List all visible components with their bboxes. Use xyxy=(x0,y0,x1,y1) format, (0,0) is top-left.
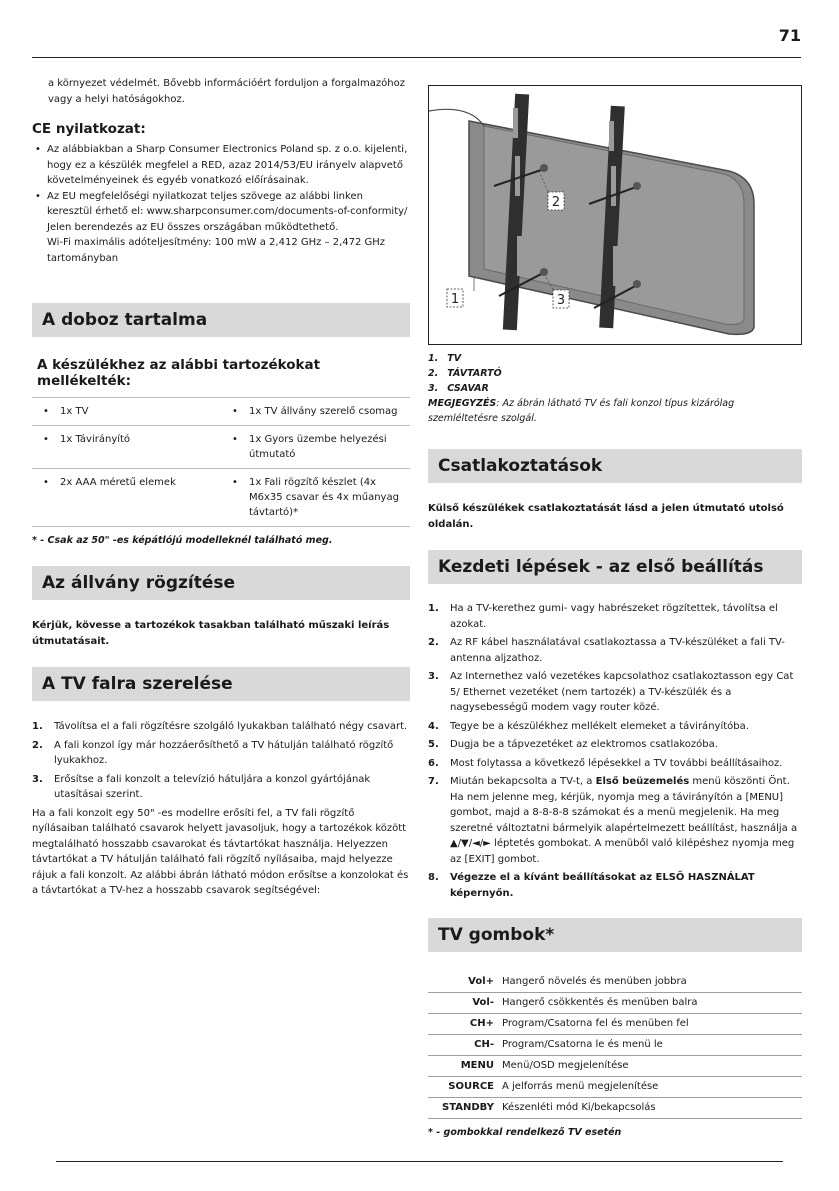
step-number: 1. xyxy=(428,603,439,614)
step-text: A fali konzol így már hozzáerősíthető a TV hátulján található rögzítő lyukakhoz. xyxy=(54,739,394,766)
caption-item xyxy=(428,366,802,381)
section-title: TV gombok* xyxy=(438,925,555,945)
connections-text: Külső készülékek csatlakoztatását lásd a jelen útmutató utolsó oldalán. xyxy=(428,503,784,530)
step-text: Miután bekapcsolta a TV-t, a xyxy=(450,776,596,787)
step-text: Az Internethez való vezetékes kapcsolathoz csatlakoztasson egy Cat 5/ Ethernet vezetéket (nem tartozék) a TV-készülék és a nagysebességű modem vagy router közé. xyxy=(450,671,794,713)
step-number: 4. xyxy=(428,720,439,732)
ce-extra-2: Wi-Fi maximális adóteljesítmény: 100 mW a 2,412 GHz – 2,472 GHz tartományban xyxy=(47,237,386,264)
step-number: 5. xyxy=(428,739,439,750)
caption-text: CSAVAR xyxy=(447,383,489,394)
wall-steps xyxy=(32,719,410,803)
stand-text: Kérjük, kövesse a tartozékok tasakban található műszaki leírás útmutatásait. xyxy=(32,620,390,647)
button-key: SOURCE xyxy=(428,1077,498,1098)
section-stand xyxy=(32,566,410,600)
table-row xyxy=(428,1035,802,1056)
ce-title: CE nyilatkozat: xyxy=(32,121,146,137)
list-item xyxy=(32,772,410,803)
wall-paragraph: Ha a fali konzolt egy 50" -es modellre erősíti fel, a TV fali rögzítő nyílásaiban található csavarok helyett javasoljuk, hogy a tartozékok között megtalálható hosszabb csavarokat és távtartókat használja. Helyezzen távtartókat a TV hátulján található fali rögzítő nyílásaiba, majd helyezze rájuk a fali konzolt. Az alábbi ábrán látható módon erősítse a konzolokat és a távtartókat a TV-hez a hosszabb csavarok segítségével: xyxy=(32,807,409,896)
section-title: A doboz tartalma xyxy=(42,310,208,330)
section-box-contents xyxy=(32,303,410,337)
button-key: CH+ xyxy=(428,1014,498,1035)
table-cell: • 1x TV állvány szerelő csomag xyxy=(221,398,410,426)
caption-item xyxy=(428,351,802,366)
figure-label-3: 3 xyxy=(556,293,566,308)
wall-mount-figure xyxy=(428,85,802,345)
table-row xyxy=(32,469,410,527)
list-item xyxy=(428,635,802,666)
section-title: Az állvány rögzítése xyxy=(42,573,236,593)
button-desc: Készenléti mód Ki/bekapcsolás xyxy=(498,1098,802,1119)
list-item xyxy=(428,774,802,867)
list-item xyxy=(32,738,410,769)
figure-label-1: 1 xyxy=(450,292,460,307)
note-text: : Az ábrán látható TV és fali konzol típus kizárólag szemléltetésre szolgál. xyxy=(428,398,735,424)
step-bold-text: Első beüzemelés xyxy=(595,776,690,787)
table-row xyxy=(428,1056,802,1077)
section-tv-buttons xyxy=(428,918,802,952)
table-row xyxy=(428,1014,802,1035)
setup-steps xyxy=(428,601,802,901)
step-number: 2. xyxy=(428,637,439,648)
section-connections xyxy=(428,449,802,483)
figure-note xyxy=(428,396,802,426)
figure-captions xyxy=(428,351,802,426)
step-text: Az RF kábel használatával csatlakoztassa a TV-készüléket a fali TV-antenna aljzathoz. xyxy=(450,637,785,664)
accessories-heading: A készülékhez az alábbi tartozékokat mellékelték: xyxy=(37,357,321,389)
accessories-table xyxy=(32,397,410,527)
section-first-setup xyxy=(428,550,802,584)
list-item xyxy=(32,719,410,735)
button-desc: Menü/OSD megjelenítése xyxy=(498,1056,802,1077)
table-row xyxy=(32,426,410,469)
right-column xyxy=(428,85,802,1140)
intro-text: a környezet védelmét. Bővebb információért forduljon a forgalmazóhoz vagy a helyi hatóságokhoz. xyxy=(48,78,405,105)
table-cell: • 2x AAA méretű elemek xyxy=(32,469,221,527)
table-cell: • 1x Távirányító xyxy=(32,426,221,469)
table-cell: • 1x TV xyxy=(32,398,221,426)
footer-rule xyxy=(56,1161,783,1162)
button-key: CH- xyxy=(428,1035,498,1056)
step-bold-text: Végezze el a kívánt beállításokat az ELSŐ HASZNÁLAT képernyőn. xyxy=(450,872,755,899)
step-text: Ha a TV-kerethez gumi- vagy habrészeket rögzítettek, távolítsa el azokat. xyxy=(450,603,778,630)
list-item xyxy=(428,756,802,772)
button-desc: Program/Csatorna le és menü le xyxy=(498,1035,802,1056)
table-row xyxy=(32,398,410,426)
ce-list xyxy=(32,142,410,266)
step-text: Dugja be a tápvezetéket az elektromos csatlakozóba. xyxy=(450,739,718,750)
caption-number: 3. xyxy=(428,383,439,394)
step-text: Távolítsa el a fali rögzítésre szolgáló lyukakban található négy csavart. xyxy=(54,721,408,732)
table-row xyxy=(428,972,802,993)
ce-bullet xyxy=(32,189,410,267)
wall-mount-illustration xyxy=(429,86,802,345)
section-title: Csatlakoztatások xyxy=(438,456,603,476)
section-title: A TV falra szerelése xyxy=(42,674,233,694)
step-number: 1. xyxy=(32,721,43,732)
list-item xyxy=(428,737,802,753)
step-number: 7. xyxy=(428,776,439,787)
caption-text: TÁVTARTÓ xyxy=(447,368,502,379)
caption-number: 1. xyxy=(428,353,439,364)
table-cell: • 1x Fali rögzítő készlet (4x M6x35 csavar és 4x műanyag távtartó)* xyxy=(221,469,410,527)
caption-item xyxy=(428,381,802,396)
tv-buttons-table xyxy=(428,972,802,1119)
buttons-note: * - gombokkal rendelkező TV esetén xyxy=(428,1127,622,1138)
accessories-note: * - Csak az 50" -es képátlójú modelleknél található meg. xyxy=(32,535,333,546)
button-desc: A jelforrás menü megjelenítése xyxy=(498,1077,802,1098)
ce-extra-1: Jelen berendezés az EU összes országában működtethető. xyxy=(47,221,339,233)
ce-bullet: • Az alábbiakban a Sharp Consumer Electronics Poland sp. z o.o. kijelenti, hogy ez a készülék megfelel a RED, azaz 2014/53/EU irányelv alapvető követelményeinek és egyéb vonatkozó előírásainak. xyxy=(32,142,410,189)
ce-bullet-text: Az EU megfelelőségi nyilatkozat teljes szövege az alábbi linken keresztül érhető el: www.sharpconsumer.com/documents-of-conformity/ xyxy=(47,190,408,217)
list-item xyxy=(428,870,802,901)
caption-text: TV xyxy=(447,353,462,364)
note-label: MEGJEGYZÉS xyxy=(428,398,497,409)
step-text: Tegye be a készülékhez mellékelt elemeket a távirányítóba. xyxy=(450,720,749,732)
table-row xyxy=(428,993,802,1014)
section-wall-mount xyxy=(32,667,410,701)
header-rule xyxy=(32,57,801,58)
figure-label-2: 2 xyxy=(551,195,561,210)
section-title: Kezdeti lépések - az első beállítás xyxy=(438,557,764,577)
step-number: 3. xyxy=(32,773,43,785)
list-item xyxy=(428,601,802,632)
button-key: Vol+ xyxy=(428,972,498,993)
table-cell: • 1x Gyors üzembe helyezési útmutató xyxy=(221,426,410,469)
button-key: Vol- xyxy=(428,993,498,1014)
button-desc: Hangerő csökkentés és menüben balra xyxy=(498,993,802,1014)
button-key: MENU xyxy=(428,1056,498,1077)
page-number: 71 xyxy=(778,26,801,45)
left-column xyxy=(32,76,410,899)
button-desc: Hangerő növelés és menüben jobbra xyxy=(498,972,802,993)
step-number: 3. xyxy=(428,671,439,682)
button-desc: Program/Csatorna fel és menüben fel xyxy=(498,1014,802,1035)
list-item xyxy=(428,719,802,735)
step-text: menü köszönti Önt. Ha nem jelenne meg, kérjük, nyomja meg a távirányítón a [MENU] gombot, majd a 8-8-8-8 számokat és a menü megjelenik. Ha meg szeretné változtatni bármelyik alapértelmezett beállítást, használja a ▲/▼/◄/► léptetés gombokat. A menüből való kilépéshez nyomja meg az [EXIT] gombot. xyxy=(450,776,798,865)
step-number: 8. xyxy=(428,872,439,883)
list-item xyxy=(428,669,802,716)
table-row xyxy=(428,1098,802,1119)
button-key: STANDBY xyxy=(428,1098,498,1119)
step-number: 2. xyxy=(32,739,43,751)
step-number: 6. xyxy=(428,757,439,769)
table-row xyxy=(428,1077,802,1098)
step-text: Most folytassa a következő lépésekkel a TV további beállításaihoz. xyxy=(450,757,783,769)
caption-number: 2. xyxy=(428,368,439,379)
step-text: Erősítse a fali konzolt a televízió hátuljára a konzol gyártójának utasításai szerint. xyxy=(54,773,371,800)
